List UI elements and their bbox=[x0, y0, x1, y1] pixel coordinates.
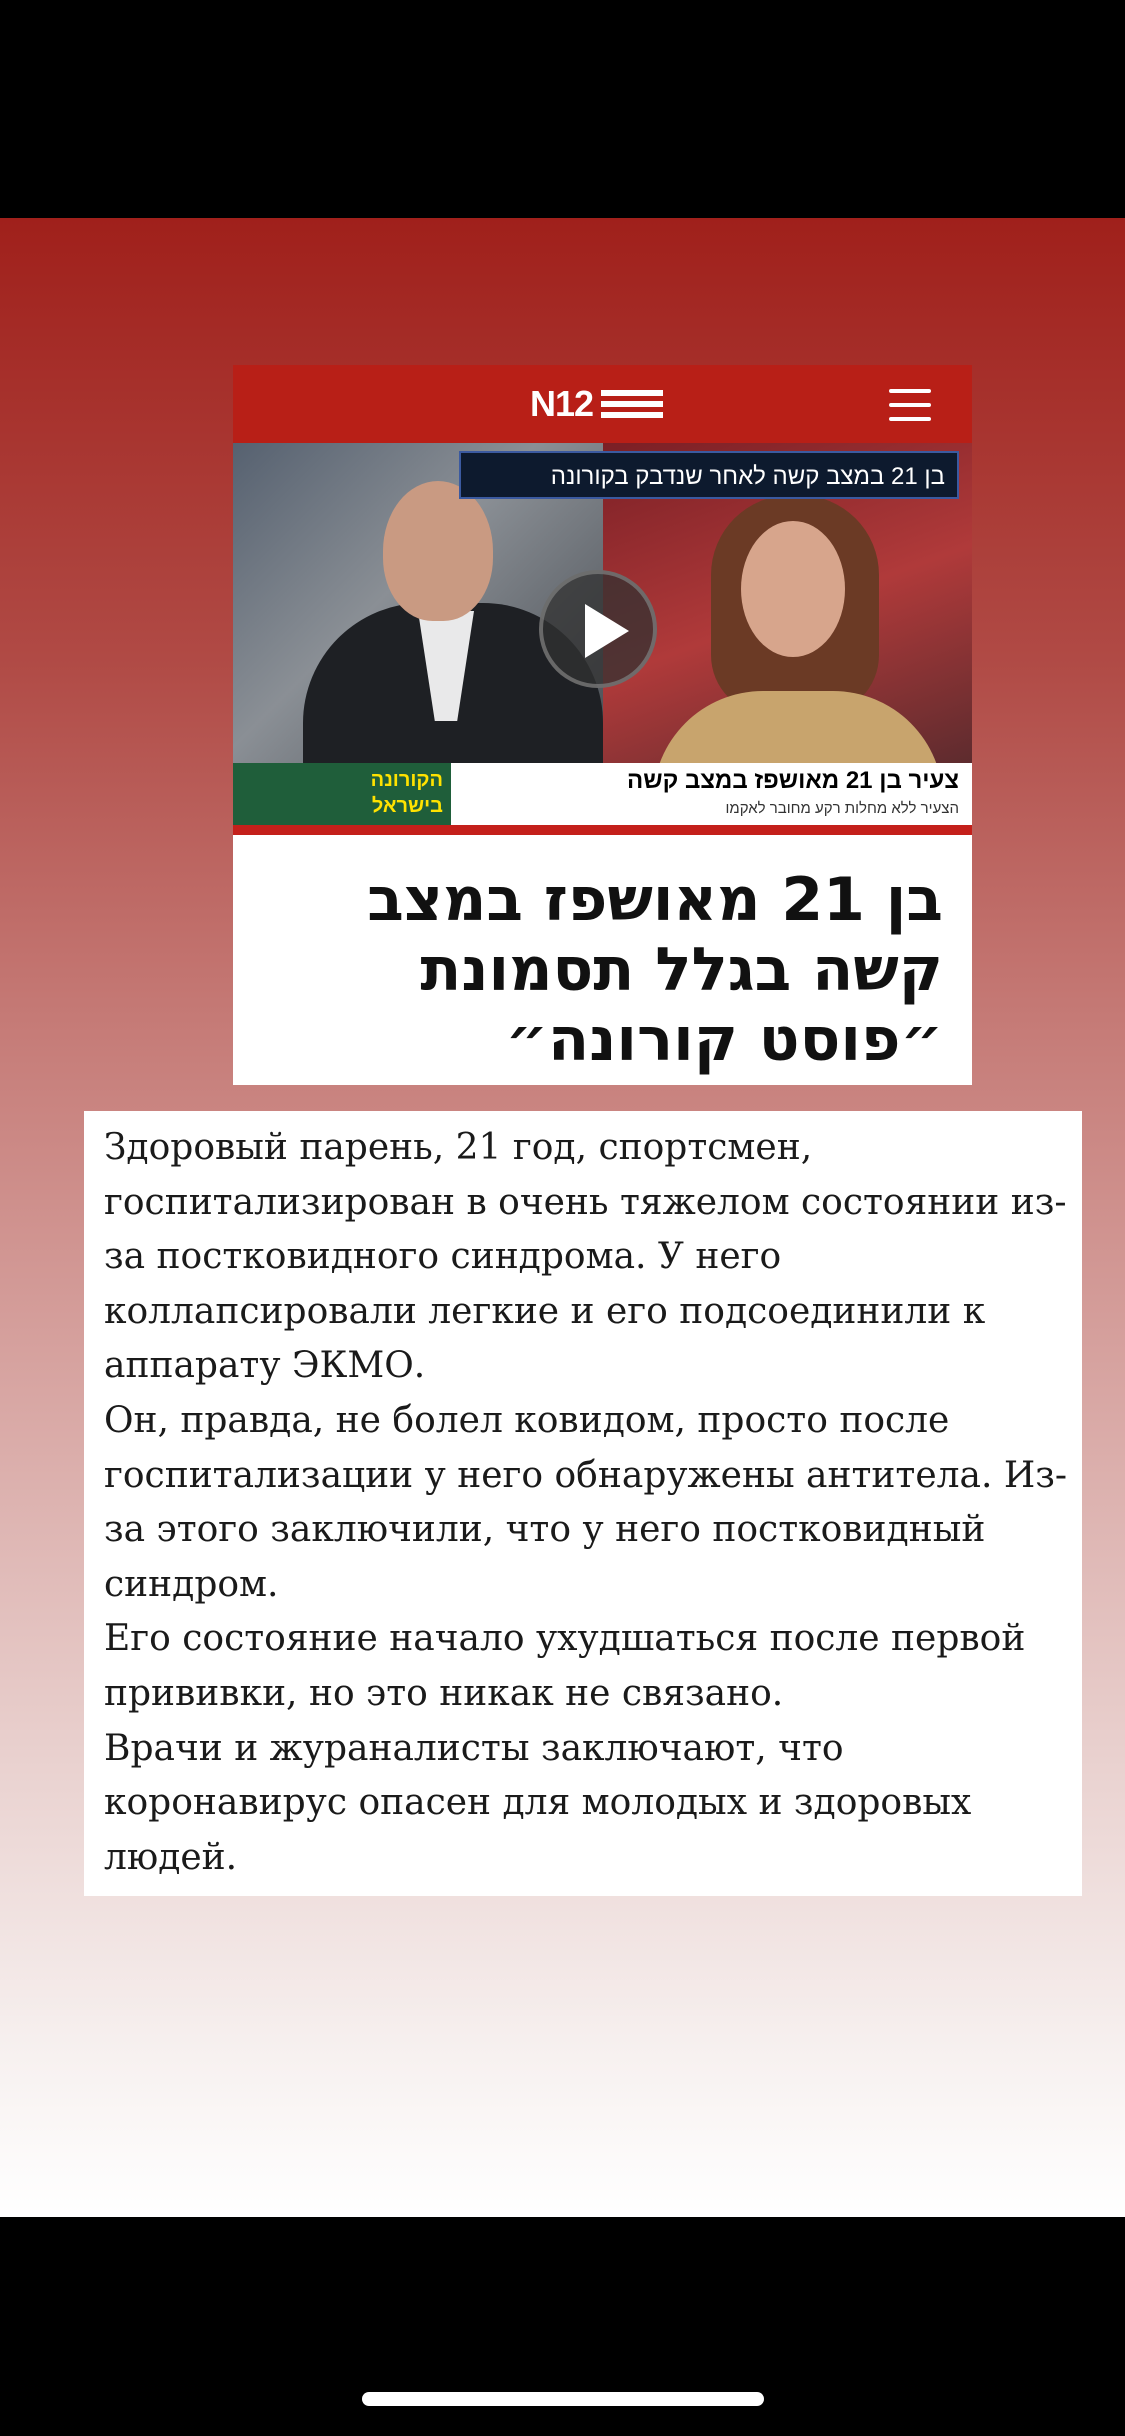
ticker-badge-text: הקורונה בישראל bbox=[370, 769, 443, 817]
ticker-bottom-bar bbox=[233, 825, 972, 835]
caption-text: Здоровый парень, 21 год, спортсмен, госпитализирован в очень тяжелом состоянии из-за постковидного синдрома. У него коллапсировали легкие и его подсоединили к аппарату ЭКМО. Он, правда, не болел ковидом, просто после госпитализации у него обнаружены антитела. Из-за этого заключили, что у него постковидный синдром. Его состояние начало ухудшаться после первой прививки, но это никак не связано. Врачи и жураналисты заключают, что коронавирус опасен для молодых и здоровых людей. bbox=[104, 1127, 1068, 1878]
ticker-subheadline: הצעיר ללא מחלות רקע מחובר לאקמו bbox=[725, 800, 959, 817]
status-bar-area bbox=[0, 0, 1125, 218]
logo-stripes-icon bbox=[601, 390, 663, 418]
site-logo[interactable] bbox=[530, 383, 663, 425]
ticker-badge bbox=[233, 763, 451, 825]
site-header bbox=[233, 365, 972, 443]
article-headline[interactable]: בן 21 מאושפז במצב קשה בגלל תסמונת ״פוסט קורונה״ bbox=[367, 865, 943, 1075]
news-ticker bbox=[233, 763, 972, 825]
caption-box bbox=[84, 1111, 1082, 1896]
hamburger-menu-icon[interactable] bbox=[889, 389, 931, 421]
video-person-woman-face bbox=[741, 521, 845, 657]
site-logo-text: N12 bbox=[530, 383, 594, 424]
home-indicator[interactable] bbox=[362, 2392, 764, 2406]
video-title-bar: בן 21 במצב קשה לאחר שנדבק בקורונה bbox=[459, 451, 959, 499]
video-player[interactable] bbox=[233, 443, 972, 835]
ticker-headline: צעיר בן 21 מאושפז במצב קשה bbox=[627, 767, 959, 794]
news-article-card[interactable] bbox=[233, 365, 972, 1085]
play-icon[interactable] bbox=[539, 570, 657, 688]
video-person-head bbox=[383, 481, 493, 621]
